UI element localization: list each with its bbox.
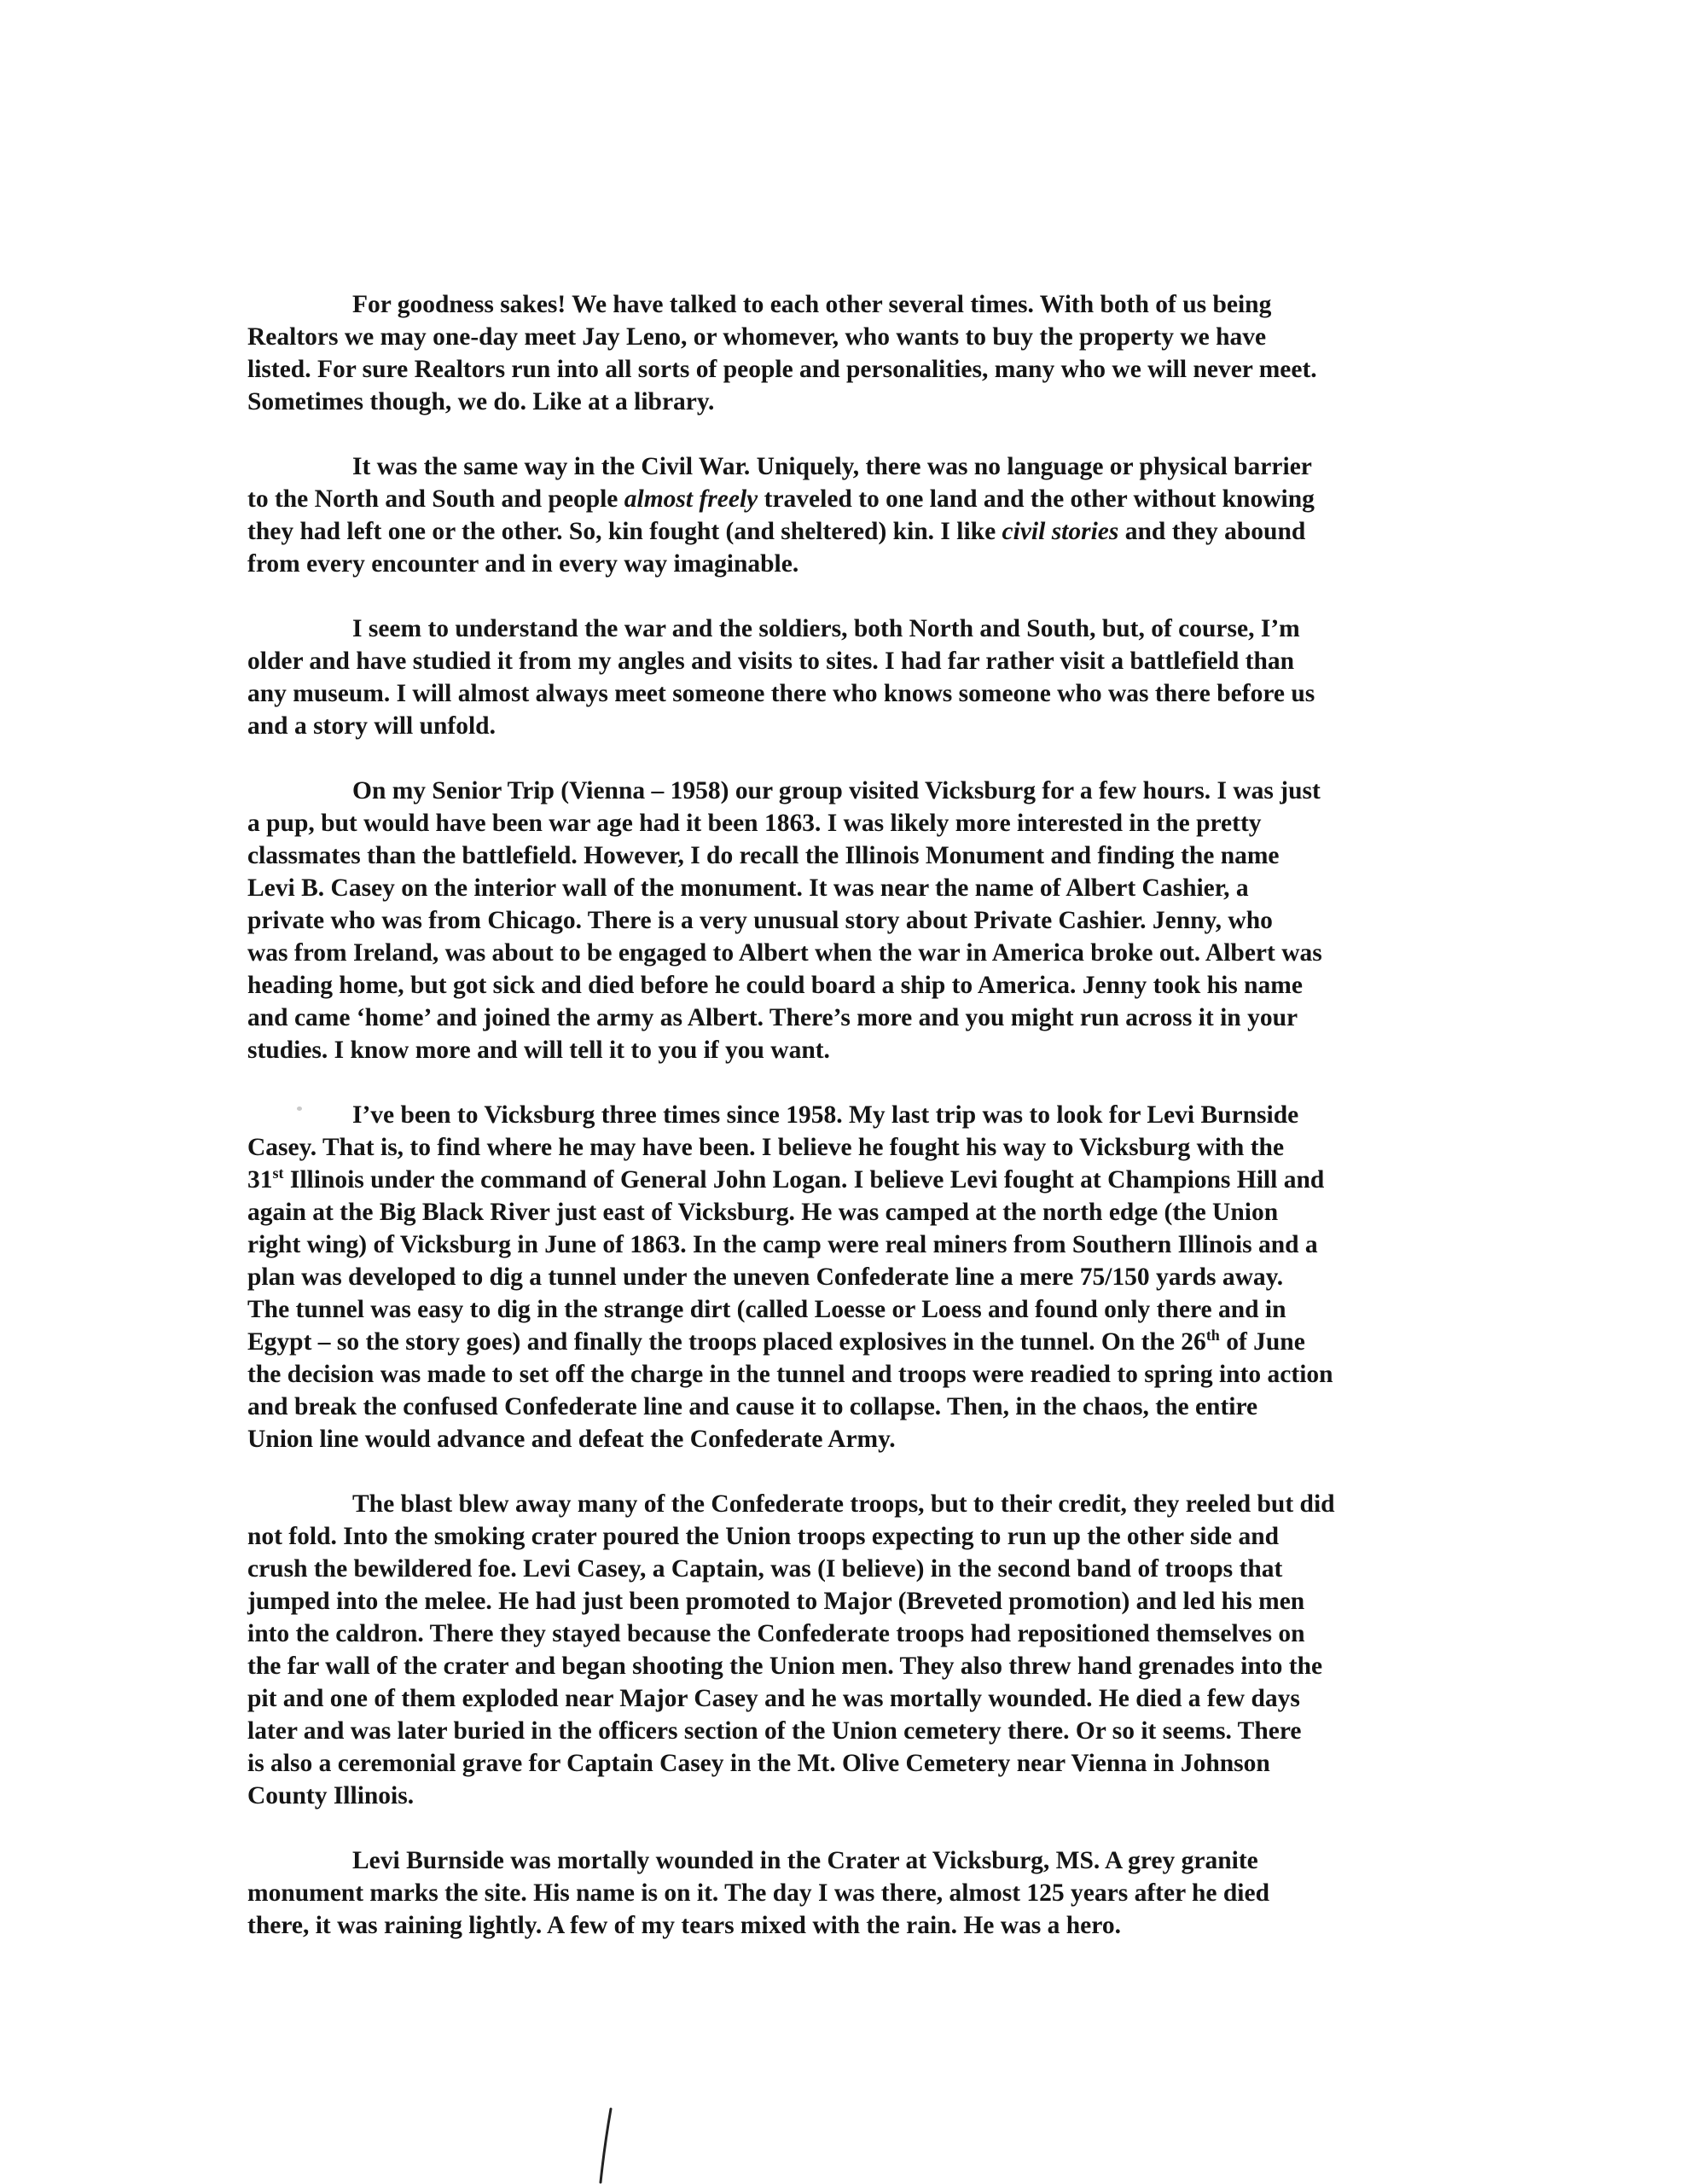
text-line [247,1164,1459,1196]
text-line: heading home, but got sick and died before he could board a ship to America. Jenny took his name [247,972,1303,999]
text-line: crush the bewildered foe. Levi Casey, a Captain, was (I believe) in the second band of troops that [247,1555,1283,1583]
ordinal-suffix: st [272,1165,284,1182]
text-segment: they had left one or the other. So, kin fought (and sheltered) kin. I like [247,518,1002,545]
text-line: plan was developed to dig a tunnel under the uneven Confederate line a mere 75/150 yards away. [247,1263,1284,1291]
paragraph-6 [247,1488,1459,1812]
paragraph-5 [247,1099,1459,1455]
text-line: County Illinois. [247,1782,415,1809]
text-segment: traveled to one land and the other without knowing [758,485,1315,513]
text-segment: of June [1219,1328,1305,1356]
text-line: any museum. I will almost always meet someone there who knows someone who was there before us [247,680,1315,707]
paragraph-3 [247,613,1459,742]
text-line: The tunnel was easy to dig in the strange dirt (called Loesse or Loess and found only there and in [247,1296,1286,1323]
text-line: classmates than the battlefield. However, I do recall the Illinois Monument and finding the name [247,842,1280,869]
letter-body [247,288,1459,1974]
text-line: studies. I know more and will tell it to you if you want. [247,1037,830,1064]
text-line: private who was from Chicago. There is a very unusual story about Private Cashier. Jenny, who [247,907,1273,934]
text-line: Casey. That is, to find where he may have been. I believe he fought his way to Vicksburg with the [247,1134,1285,1161]
text-line: there, it was raining lightly. A few of my tears mixed with the rain. He was a hero. [247,1912,1121,1939]
text-line: I seem to understand the war and the soldiers, both North and South, but, of course, I’m [352,615,1300,642]
text-line [247,483,1459,515]
text-line: into the caldron. There they stayed because the Confederate troops had repositioned themselves on [247,1620,1305,1647]
text-line: Union line would advance and defeat the Confederate Army. [247,1426,896,1453]
text-line: older and have studied it from my angles and visits to sites. I had far rather visit a battlefield than [247,648,1295,675]
text-line: listed. For sure Realtors run into all sorts of people and personalities, many who we will never meet. [247,356,1317,383]
pen-mark [597,2107,614,2184]
text-line: right wing) of Vicksburg in June of 1863. In the camp were real miners from Southern Illinois and a [247,1231,1318,1258]
text-line: again at the Big Black River just east of Vicksburg. He was camped at the north edge (the Union [247,1199,1279,1226]
text-line: Levi Burnside was mortally wounded in the Crater at Vicksburg, MS. A grey granite [352,1847,1258,1874]
text-line: pit and one of them exploded near Major Casey and he was mortally wounded. He died a few days [247,1685,1300,1712]
text-line [247,515,1459,548]
italic-phrase: civil stories [1002,518,1119,545]
text-segment: to the North and South and people [247,485,624,513]
text-line: later and was later buried in the officers section of the Union cemetery there. Or so it seems. There [247,1717,1302,1745]
text-line: a pup, but would have been war age had it been 1863. I was likely more interested in the pretty [247,810,1262,837]
text-line: monument marks the site. His name is on it. The day I was there, almost 125 years after he died [247,1879,1269,1907]
text-segment: Illinois under the command of General John Logan. I believe Levi fought at Champions Hill and [283,1166,1325,1194]
text-line: from every encounter and in every way imaginable. [247,550,799,578]
paragraph-2 [247,450,1459,580]
text-line: and break the confused Confederate line and cause it to collapse. Then, in the chaos, the entire [247,1393,1258,1420]
text-line: I’ve been to Vicksburg three times since 1958. My last trip was to look for Levi Burnside [352,1101,1299,1129]
ordinal-suffix: th [1205,1327,1220,1345]
text-line: the far wall of the crater and began shooting the Union men. They also threw hand grenades into the [247,1653,1323,1680]
text-line: The blast blew away many of the Confederate troops, but to their credit, they reeled but did [352,1490,1335,1518]
paragraph-7 [247,1844,1459,1942]
text-line: It was the same way in the Civil War. Uniquely, there was no language or physical barrier [352,453,1312,480]
text-line: and came ‘home’ and joined the army as Albert. There’s more and you might run across it in your [247,1004,1298,1031]
text-line: is also a ceremonial grave for Captain Casey in the Mt. Olive Cemetery near Vienna in Johnson [247,1750,1270,1777]
text-segment: 31 [247,1166,273,1194]
text-line: Sometimes though, we do. Like at a library. [247,388,715,415]
paragraph-1 [247,288,1459,418]
text-segment: and they abound [1118,518,1306,545]
paragraph-4 [247,775,1459,1066]
italic-phrase: almost freely [624,485,758,513]
text-line [247,1326,1459,1358]
text-line: the decision was made to set off the charge in the tunnel and troops were readied to spring into action [247,1361,1333,1388]
text-line: Realtors we may one-day meet Jay Leno, or whomever, who wants to buy the property we have [247,323,1267,351]
text-line: Levi B. Casey on the interior wall of the monument. It was near the name of Albert Cashier, a [247,874,1249,902]
text-line: jumped into the melee. He had just been promoted to Major (Breveted promotion) and led his men [247,1588,1305,1615]
text-line: For goodness sakes! We have talked to each other several times. With both of us being [352,291,1272,318]
text-line: On my Senior Trip (Vienna – 1958) our group visited Vicksburg for a few hours. I was just [352,777,1321,804]
text-line: not fold. Into the smoking crater poured the Union troops expecting to run up the other side and [247,1523,1280,1550]
text-line: was from Ireland, was about to be engaged to Albert when the war in America broke out. Albert was [247,939,1322,967]
text-line: and a story will unfold. [247,712,496,740]
text-segment: Egypt – so the story goes) and finally the troops placed explosives in the tunnel. On the 26 [247,1328,1206,1356]
